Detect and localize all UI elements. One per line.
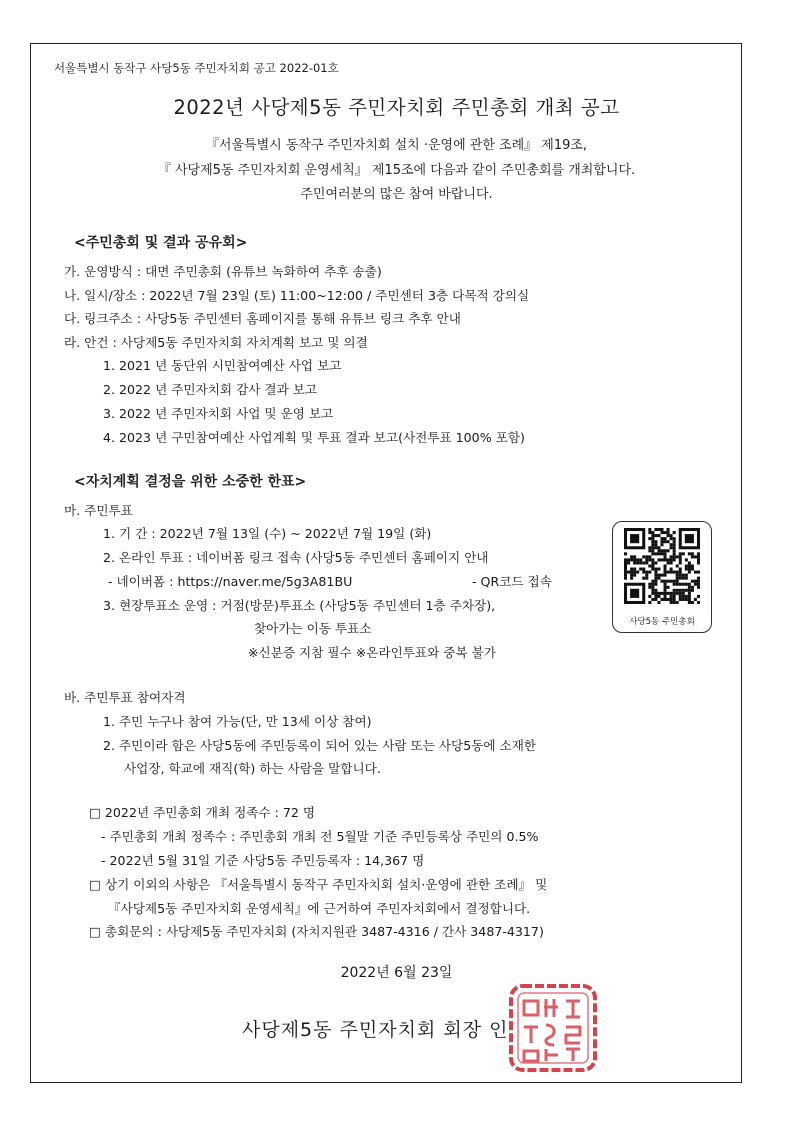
document-number: 서울특별시 동작구 사당5동 주민자치회 공고 2022-01호 xyxy=(54,61,339,75)
vote-label: 마. 주민투표 xyxy=(64,503,133,518)
vote-mobile: 찾아가는 이동 투표소 xyxy=(254,621,372,636)
agenda-item: 1. 2021 년 동단위 시민참여예산 사업 보고 xyxy=(103,358,342,373)
vote-notice: ※신분증 지참 필수 ※온라인투표와 중복 불가 xyxy=(248,645,496,660)
agenda-item: 4. 2023 년 구민참여예산 사업계획 및 투표 결과 보고(사전투표 100% 포함) xyxy=(103,430,525,445)
intro-line-2: 『 사당제5동 주민자치회 운영세칙』 제15조에 다음과 같이 주민총회를 개최합니다. xyxy=(157,163,636,178)
vote-period: 1. 기 간 : 2022년 7월 13일 (수) ~ 2022년 7월 19일 (화) xyxy=(103,526,432,541)
eligibility-item-cont: 사업장, 학교에 재직(학) 하는 사람을 말합니다. xyxy=(124,761,381,776)
agenda-item: 2. 2022 년 주민자치회 감사 결과 보고 xyxy=(103,382,318,397)
vote-online: 2. 온라인 투표 : 네이버폼 링크 접속 (사당5동 주민센터 홈페이지 안내 xyxy=(103,550,489,565)
eligibility-item: 1. 주민 누구나 참여 가능(단, 만 13세 이상 참여) xyxy=(103,714,372,729)
issue-date: 2022년 6월 23일 xyxy=(340,965,453,981)
agenda-item: 3. 2022 년 주민자치회 사업 및 운영 보고 xyxy=(103,406,334,421)
assembly-method: 가. 운영방식 : 대면 주민총회 (유튜브 녹화하여 추후 송출) xyxy=(64,264,382,279)
assembly-link: 다. 링크주소 : 사당5동 주민센터 홈페이지를 통해 유튜브 링크 추후 안내 xyxy=(64,311,461,326)
note-contact: □ 총회문의 : 사당제5동 주민자치회 (자치지원관 3487-4316 / 간사 3487-4317) xyxy=(89,924,544,939)
vote-onsite: 3. 현장투표소 운영 : 거점(방문)투표소 (사당5동 주민센터 1층 주차장), xyxy=(103,598,496,613)
vote-naver-link[interactable]: - 네이버폼 : https://naver.me/5g3A81BU xyxy=(108,574,353,589)
signature: 사당제5동 주민자치회 회장 인 xyxy=(242,1019,509,1041)
assembly-datetime: 나. 일시/장소 : 2022년 7월 23일 (토) 11:00~12:00 / 주민센터 3층 다목적 강의실 xyxy=(64,288,530,303)
note-quorum: □ 2022년 주민총회 개최 정족수 : 72 명 xyxy=(89,805,316,820)
intro-line-1: 『서울특별시 동작구 주민자치회 설치 ·운영에 관한 조례』 제19조, xyxy=(205,138,588,153)
note-registered: - 2022년 5월 31일 기준 사당5동 주민등록자 : 14,367 명 xyxy=(101,853,425,868)
eligibility-label: 바. 주민투표 참여자격 xyxy=(64,690,186,705)
official-seal-icon xyxy=(508,983,598,1073)
qr-code-icon xyxy=(624,528,700,604)
eligibility-item: 2. 주민이라 함은 사당5동에 주민등록이 되어 있는 사람 또는 사당5동에 소재한 xyxy=(103,738,537,753)
section-heading-vote: <자치계획 결정을 위한 소중한 한표> xyxy=(74,474,307,490)
qr-caption: 사당5동 주민총회 xyxy=(629,617,695,627)
qr-code-box[interactable] xyxy=(612,521,712,633)
assembly-agenda: 라. 안건 : 사당제5동 주민자치회 자치계획 보고 및 의결 xyxy=(64,335,368,350)
intro-line-3: 주민여러분의 많은 참여 바랍니다. xyxy=(300,187,493,202)
vote-qr-note: - QR코드 접속 xyxy=(472,574,552,589)
section-heading-assembly: <주민총회 및 결과 공유회> xyxy=(74,235,248,251)
note-other-cont: 『사당제5동 주민자치회 운영세칙』에 근거하여 주민자치회에서 결정합니다. xyxy=(108,901,531,916)
note-quorum-detail: - 주민총회 개최 정족수 : 주민총회 개최 전 5월말 기준 주민등록상 주민의 0.5% xyxy=(101,829,539,844)
document-title: 2022년 사당제5동 주민자치회 주민총회 개최 공고 xyxy=(173,96,620,119)
note-other: □ 상기 이외의 사항은 『서울특별시 동작구 주민자치회 설치·운영에 관한 조례』 및 xyxy=(89,877,548,892)
